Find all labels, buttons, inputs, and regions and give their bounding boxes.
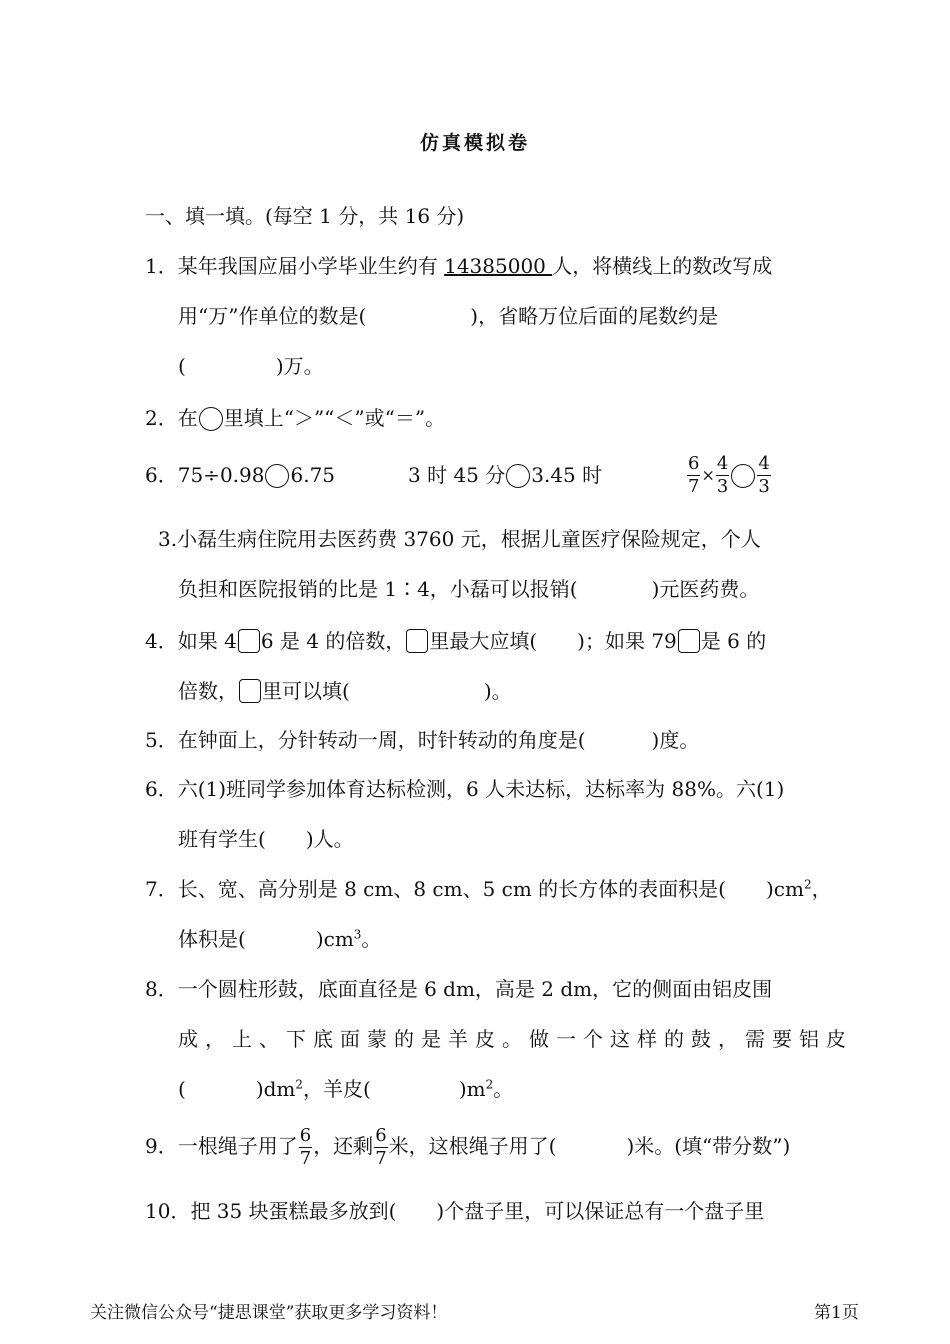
question-1-line-1: 1．某年我国应届小学毕业生约有 14385000 人，将横线上的数改写成 (145, 254, 773, 278)
question-2-expression-3: $\frac{6}{7}$ × $\frac{4}{3}$ $\frac{4}{3}$ (688, 453, 770, 497)
question-6-line-1: 6．六(1)班同学参加体育达标检测，6 人未达标，达标率为 88%。六(1) (145, 777, 785, 801)
question-1-line-2: 用“万”作单位的数是( )，省略万位后面的尾数约是 (178, 304, 719, 328)
fraction: $\frac{4}{3}$ (716, 453, 729, 497)
circle-blank-icon[interactable] (506, 464, 530, 488)
question-4-line-1: 4．如果 4 6 是 4 的倍数， 里最大应填( )；如果 79 是 6 的 (145, 629, 767, 653)
fraction: $\frac{6}{7}$ (299, 1125, 312, 1169)
page-title: 仿真模拟卷 (419, 132, 530, 154)
circle-blank-icon[interactable] (731, 464, 755, 488)
question-4-line-2: 倍数， 里可以填( )。 (178, 679, 512, 703)
question-7-line-1: 7．长、宽、高分别是 8 cm、8 cm、5 cm 的长方体的表面积是( )$cm^2$， (145, 877, 832, 901)
fraction: $\frac{6}{7}$ (688, 453, 700, 497)
question-8-line-1: 8．一个圆柱形鼓，底面直径是 6 dm，高是 2 dm，它的侧面由铝皮围 (145, 977, 773, 1001)
footer-note: 关注微信公众号“捷思课堂”获取更多学习资料！ (90, 1303, 448, 1323)
question-6-line-2: 班有学生( )人。 (178, 827, 354, 851)
question-3-line-1: 3.小磊生病住院用去医药费 3760 元，根据儿童医疗保险规定，个人 (158, 527, 761, 551)
question-8-line-3: ( )$dm^2$，羊皮( )$m^2$。 (178, 1077, 514, 1101)
circle-blank-icon[interactable] (265, 464, 289, 488)
square-blank-icon[interactable] (678, 629, 700, 653)
page-number: 第1页 (814, 1303, 859, 1323)
question-7-line-2: 体积是( )$cm^3$。 (178, 927, 382, 951)
square-blank-icon[interactable] (238, 629, 260, 653)
question-8-line-2: 成，上、下底面蒙的是羊皮。做一个这样的鼓，需要铝皮 (178, 1027, 853, 1051)
question-2-line-1: 2．在 里填上“＞”“＜”或“＝”。 (145, 406, 446, 430)
question-10: 10．把 35 块蛋糕最多放到( )个盘子里，可以保证总有一个盘子里 (145, 1199, 765, 1223)
question-3-line-2: 负担和医院报销的比是 1∶4，小磊可以报销( )元医药费。 (178, 577, 760, 601)
square-blank-icon (239, 679, 261, 703)
section-heading: 一、填一填。(每空 1 分，共 16 分) (145, 204, 465, 228)
circle-blank-icon (199, 407, 223, 431)
question-5: 5．在钟面上，分针转动一周，时针转动的角度是( )度。 (145, 728, 700, 752)
question-9: 9．一根绳子用了 $\frac{6}{7}$ ，还剩 $\frac{6}{7}$ 米，这根绳子用了( )米。(填“带分数”) (145, 1125, 791, 1169)
question-2-expression-2: 3 时 45 分 3.45 时 (408, 463, 603, 487)
fraction: $\frac{6}{7}$ (375, 1125, 387, 1169)
fraction: $\frac{4}{3}$ (758, 453, 770, 497)
question-1-line-3: ( )万。 (178, 354, 324, 378)
square-blank-icon (406, 629, 428, 653)
underlined-number: 14385000 (444, 254, 553, 278)
question-2-row: 6．75÷0.98 6.75 (145, 463, 336, 487)
